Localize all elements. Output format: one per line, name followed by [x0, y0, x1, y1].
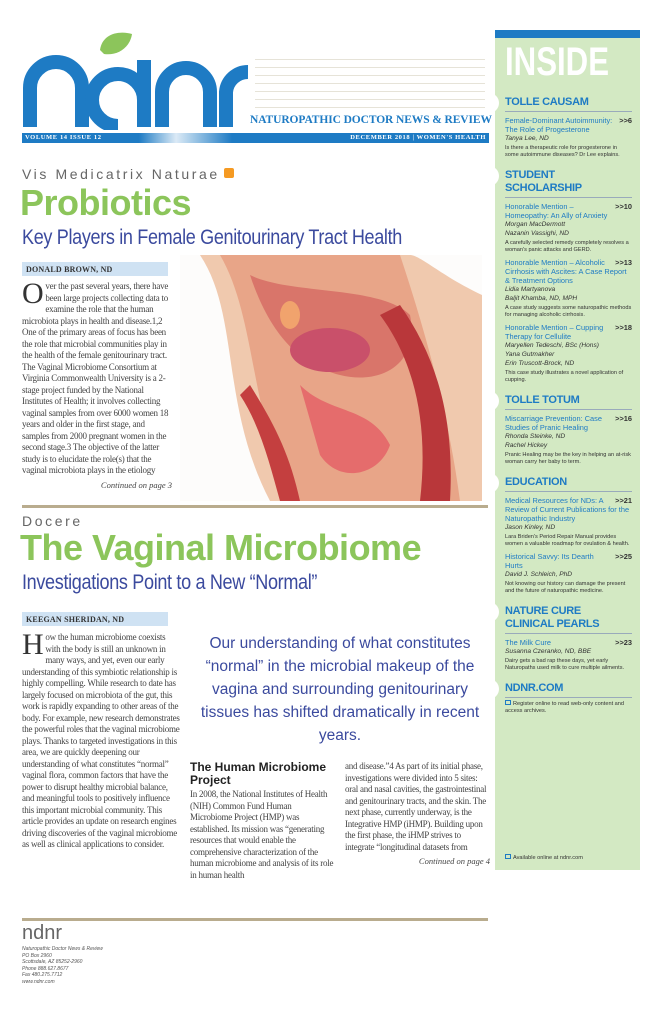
web-icon — [505, 854, 511, 859]
section-heading: EDUCATION — [505, 476, 632, 492]
drop-cap: H — [22, 628, 44, 661]
article-author: Jason Kinley, ND — [505, 524, 556, 531]
article-author: Baljit Khamba, ND, MPH — [505, 295, 578, 302]
article-title: Honorable Mention – Alcoholic Cirrhosis with Ascites: A Case Report & Treatment Options — [505, 258, 627, 285]
article-author: Rhonda Steinke, ND — [505, 433, 566, 440]
anatomy-illustration — [180, 255, 482, 501]
drop-cap: O — [22, 277, 44, 310]
sidebar-article-link[interactable] — [505, 552, 632, 570]
page-ref: >>16 — [615, 414, 632, 423]
article1-column — [22, 277, 172, 491]
inside-sidebar — [495, 30, 640, 870]
article-author: Nazanin Vassighi, ND — [505, 230, 569, 237]
publication-name: NATUROPATHIC DOCTOR NEWS & REVIEW — [250, 114, 492, 126]
page-ref: >>21 — [615, 496, 632, 505]
sidebar-section — [505, 169, 632, 384]
article2-kicker: Docere — [22, 513, 83, 529]
article2-subtitle: Investigations Point to a New “Normal” — [22, 571, 318, 594]
article1-subtitle: Key Players in Female Genitourinary Tract Health — [22, 226, 402, 249]
article-description — [505, 305, 632, 319]
sidebar-article-link[interactable] — [505, 638, 632, 647]
page-ref: >>13 — [615, 258, 632, 267]
description-text: Is there a therapeutic role for progesterone in some autoimmune diseases? Dr Lee explains. — [505, 145, 620, 158]
description-text: A carefully selected remedy completely resolves a woman's panic attacks and GERD. — [505, 240, 629, 253]
article-author: Susanna Czeranko, ND, BBE — [505, 648, 592, 655]
article-description — [505, 581, 632, 595]
description-text: Lara Briden's Period Repair Manual provides women a valuable roadmap for ovulation & health. — [505, 534, 630, 547]
footer-line: PO Box 2960 — [22, 952, 52, 959]
article-title: Female-Dominant Autoimmunity: The Role of Progesterone — [505, 116, 613, 134]
article-title: Honorable Mention – Cupping Therapy for Cellulite — [505, 323, 604, 341]
sidebar-footer[interactable] — [505, 846, 632, 862]
article2-text: ow the human microbiome coexists with the body is still an unknown in many ways, and yet, even our early understanding of this symbiotic relationship is highly compelling. While research to date has largely focused on microbiota of the gut, this work is rapidly expanding to other areas of the body. For example, new research demonstrates the powerful roles that the vaginal microbiome plays. Thanks to targeted investigations in this area, we are quickly deepening our understanding of what constitutes “normal” vaginal flora, common factors that have the power to disrupt healthy microbial balance, and meaningful tools to positively influence this important microbial community. This article provides an update on research engines driving discoveries of the vaginal microbiome as well as clinical applications to consider. — [22, 632, 180, 849]
article-author: Yana Gutmakher — [505, 351, 555, 358]
section-heading: TOLLE TOTUM — [505, 394, 632, 410]
pull-quote: Our understanding of what constitutes “normal” in the microbial makeup of the vagina and surrounding genitourinary tissues has shifted dramatically in recent years. — [200, 635, 480, 744]
issue-date: DECEMBER 2018 — [350, 134, 411, 141]
article-description — [505, 452, 632, 466]
article-author: Tanya Lee, ND — [505, 135, 549, 142]
hmp-column-1: In 2008, the National Institutes of Health (NIH) Common Fund Human Microbiome Project (HMP) was established. Its mission was “generating resources that would enable the comprehensive characterization of the human microbiome and analysis of its role in human health — [190, 789, 334, 880]
description-text: Pranic Healing may be the key in helping an at-risk woman carry her baby to term. — [505, 452, 631, 465]
description-text: Register online to read web-only content and access archives. — [505, 701, 625, 714]
article-title: Miscarriage Prevention: Case Studies of Pranic Healing — [505, 414, 602, 432]
article-description — [505, 534, 632, 548]
page-ref: >>25 — [615, 552, 632, 561]
section-heading: TOLLE CAUSAM — [505, 96, 632, 112]
sidebar-section — [505, 394, 632, 466]
article-author: Erin Truscott-Brock, ND — [505, 360, 575, 367]
web-icon — [505, 700, 511, 705]
section-heading: STUDENT SCHOLARSHIP — [505, 169, 632, 198]
article2-title: The Vaginal Microbiome — [20, 527, 422, 568]
article1-title: Probiotics — [20, 182, 192, 223]
description-text: A case study suggests some naturopathic methods for managing alcoholic cirrhosis. — [505, 305, 632, 318]
article-title: The Milk Cure — [505, 638, 551, 647]
kicker-text: Vis Medicatrix Naturae — [22, 166, 220, 182]
article-title: Honorable Mention – Homeopathy: An Ally of Anxiety — [505, 202, 608, 220]
article-title: Historical Savvy: Its Dearth Hurts — [505, 552, 594, 570]
sidebar-article-link[interactable] — [505, 116, 632, 134]
page-ref: >>18 — [615, 323, 632, 332]
article-description — [505, 145, 632, 159]
sidebar-article-link[interactable] — [505, 258, 632, 285]
footer-line: Scottsdale, AZ 85252-2960 — [22, 959, 83, 965]
sidebar-sections — [505, 86, 632, 715]
hmp-left — [190, 761, 335, 881]
sidebar-article-link[interactable] — [505, 496, 632, 523]
description-text: Not knowing our history can damage the present and the future of naturopathic medicine. — [505, 581, 626, 594]
sidebar-section — [505, 476, 632, 595]
article2-right-block — [190, 632, 490, 881]
page-ref: >>6 — [619, 116, 632, 125]
sidebar-article-link[interactable] — [505, 323, 632, 341]
article-author: David J. Schleich, PhD — [505, 571, 573, 578]
article2-body — [22, 628, 180, 851]
article1-text: ver the past several years, there have been large projects collecting data to examine the role that the human microbiota plays in health and disease.1,2 One of the primary areas of focus has been the role that microbial communities play in the health of the female genitourinary tract. The Vaginal Microbiome Consortium at Virginia Commonwealth University is a 2-stage project funded by the National Institutes of Health; it involves collecting vaginal samples from over 6000 women 18 years and older in the first stage, and samples from 2000 pregnant women in the second stage.3 The objective of the latter study is to elucidate the role(s) that the vaginal microbiota plays in the etiology — [22, 281, 169, 475]
footer-divider — [22, 918, 488, 921]
footer-logo: ndnr — [22, 922, 63, 944]
article-author: Lidia Martyanova — [505, 286, 556, 293]
description-text: Dairy gets a bad rap these days, yet early Naturopaths used milk to cure multiple ailments. — [505, 658, 625, 671]
article-description[interactable] — [505, 700, 632, 715]
sidebar-article-link[interactable] — [505, 202, 632, 220]
article-description — [505, 658, 632, 672]
article-author: Morgan MacDermott — [505, 221, 566, 228]
article1-author: DONALD BROWN, ND — [22, 262, 168, 276]
sidebar-article-link[interactable] — [505, 414, 632, 432]
volume-label: VOLUME 14 ISSUE 12 — [25, 134, 102, 141]
available-online: Available online at ndnr.com — [513, 855, 583, 861]
footer-line: Phone 888.627.8677 — [22, 965, 69, 972]
article-title: Medical Resources for NDs: A Review of Current Publications for the Naturopathic Industry — [505, 496, 630, 523]
sidebar-section — [505, 96, 632, 159]
rss-icon[interactable] — [224, 168, 234, 178]
sidebar-section — [505, 605, 632, 672]
article1-body — [22, 277, 172, 477]
footer-address — [22, 946, 103, 985]
hmp-heading: The Human Microbiome Project — [190, 760, 327, 787]
article-author: Rachel Hickey — [505, 442, 548, 449]
article-author: Maryellen Tedeschi, BSc (Hons) — [505, 342, 599, 349]
section-divider — [22, 505, 488, 508]
hmp-right — [345, 761, 490, 881]
sidebar-title: INSIDE — [505, 40, 610, 84]
footer-line: www.ndnr.com — [22, 978, 55, 985]
issue-bar: VOLUME 14 ISSUE 12 DECEMBER 2018 | WOMEN'S HEALTH — [22, 133, 489, 143]
article1-kicker — [22, 166, 234, 182]
hmp-section — [190, 761, 490, 881]
footer-line: Fax 480.275.7712 — [22, 972, 63, 978]
article-description — [505, 240, 632, 254]
description-text: This case study illustrates a novel application of cupping. — [505, 370, 624, 383]
sidebar-section — [505, 682, 632, 715]
ndnr-logo — [22, 30, 252, 130]
article1-continued-link[interactable]: Continued on page 3 — [100, 479, 172, 490]
section-heading: NDNR.COM — [505, 682, 632, 698]
hmp-column-2: and disease.”4 As part of its initial phase, investigations were divided into 5 sites: oral and nasal cavities, the gastrointestinal and genitourinary tracts, and the skin. The next phase, currently underway, is the Integrative HMP (iHMP). Building upon the first phase, the iHMP strives to integrate “longitudinal datasets from — [345, 761, 487, 852]
section-heading: NATURE CURE CLINICAL PEARLS — [505, 605, 632, 634]
article2-continued-link[interactable]: Continued on page 4 — [418, 856, 490, 866]
header-lines — [255, 52, 485, 108]
footer-line: Naturopathic Doctor News & Review — [22, 946, 103, 952]
article2-author: KEEGAN SHERIDAN, ND — [22, 612, 168, 626]
page-ref: >>23 — [615, 638, 632, 647]
issue-section: WOMEN'S HEALTH — [416, 134, 486, 141]
page-ref: >>10 — [615, 202, 632, 211]
article-description — [505, 370, 632, 384]
